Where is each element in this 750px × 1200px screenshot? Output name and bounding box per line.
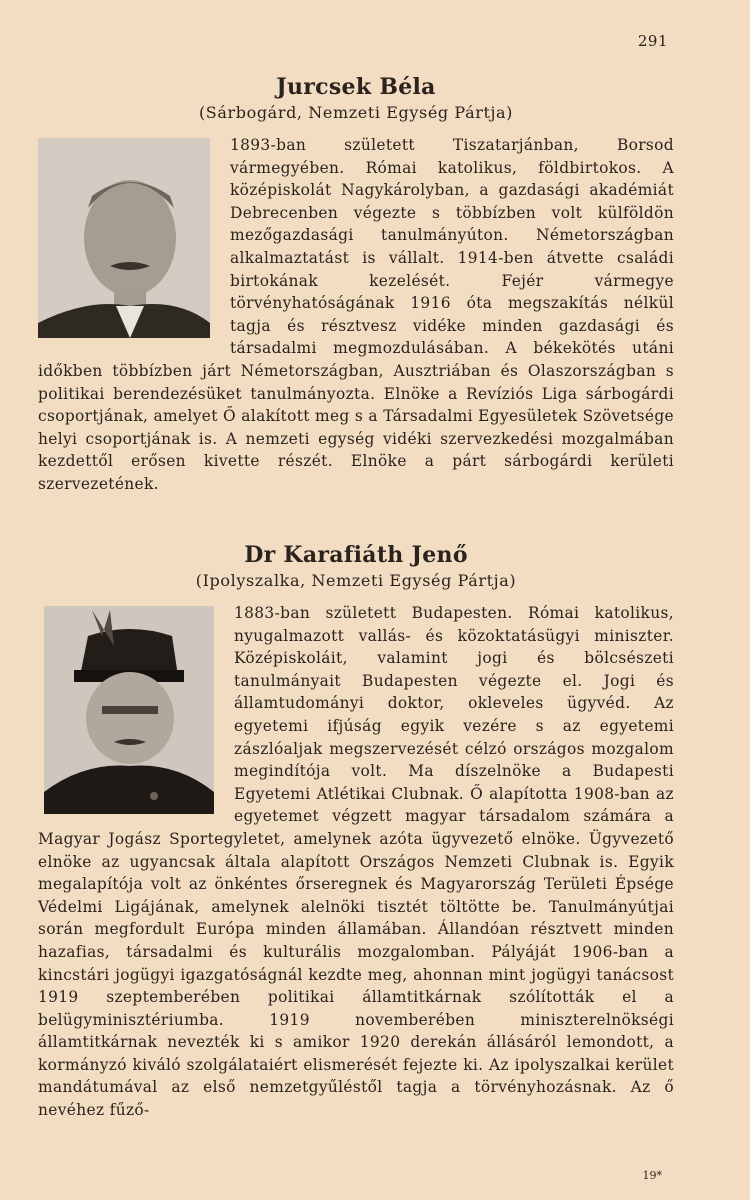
portrait-photo: [38, 138, 210, 338]
biography-text: 1883-ban született Budapesten. Római katolikus, nyugalmazott vallás- és közoktatásügyi miniszter. Középiskoláit, valamint jogi és bölcsészeti tanulmányait Budapesten végezte el. Jogi és államtudományi doktor, okleveles ügyvéd. Az egyetemi ifjúság egyik vezére s az egyetemi zászlóaljak megszervezését célzó országos mozgalom megindítója volt. Ma díszelnöke a Budapesti Egyetemi Atlétikai Clubnak. Ő alapította 1908-ban az egyetemet végzett magyar társadalom számára a Magyar Jogász Sportegyletet, amelynek azóta ügyvezető elnöke. Ügyvezető elnöke az ugyancsak általa alapított Országos Nemzeti Clubnak is. Egyik megalapítója volt az önkéntes őrseregnek és Magyarország Területi Épsége Védelmi Ligájának, amelynek alelnöki tisztét töltötte be. Tanulmányútjai során megfordult Európa minden államában. Állandóan résztvett minden hazafias, társadalmi és kulturális mozgalomban. Pályáját 1906-ban a kincstári jogügyi igazgatóságnál kezdte meg, ahonnan mint jogügyi tanácsost 1919 szeptemberében politikai államtitkárnak szólították el a belügyminisztériumba. 1919 novemberében miniszterelnökségi államtitkárnak nevezték ki s amikor 1920 derekán állásáról lemondott, a kormányzó kiváló szolgálataiért elismerését fejezte ki. Az ipolyszalkai kerület mandátumával az első nemzetgyűléstől tagja a törvényhozásnak. Az ő nevéhez fűző-: [38, 604, 674, 1120]
biography-entry: [38, 72, 674, 496]
portrait-photo-graphic: [44, 606, 214, 814]
person-name: Jurcsek Béla: [276, 74, 436, 100]
signature-mark: 19*: [642, 1169, 662, 1182]
person-affiliation: (Sárbogárd, Nemzeti Egység Pártja): [198, 103, 514, 122]
page-number: 291: [637, 32, 668, 50]
person-affiliation: (Ipolyszalka, Nemzeti Egység Pártja): [195, 571, 517, 590]
biography-entry: [38, 540, 674, 1122]
portrait-photo-graphic: [38, 138, 210, 338]
biography-text: 1893-ban született Tiszatarjánban, Borsod vármegyében. Római katolikus, földbirtokos. A középiskolát Nagykárolyban, a gazdasági akadémiát Debrecenben végezte s többízben volt külföldön mezőgazdasági tanulmányúton. Németországban alkalmaztatást is vállalt. 1914-ben átvette családi birtokának kezelését. Fejér vármegye törvényhatóságának 1916 óta megszakítás nélkül tagja és résztvesz vidéke minden gazdasági és társadalmi megmozdulásában. A békekötés utáni időkben többízben járt Németországban, Ausztriában és Olaszországban s politikai berendezésüket tanulmányozta. Elnöke a Revíziós Liga sárbogárdi csoportjának, amelyet Ő alakított meg s a Társadalmi Egyesületek Szövetsége helyi csoportjának is. A nemzeti egység vidéki szervezkedési mozgalmában kezdettől erősen kivette részét. Elnöke a párt sárbogárdi kerületi szervezetének.: [38, 136, 674, 493]
portrait-photo: [44, 606, 214, 814]
person-name: Dr Karafiáth Jenő: [244, 542, 468, 568]
